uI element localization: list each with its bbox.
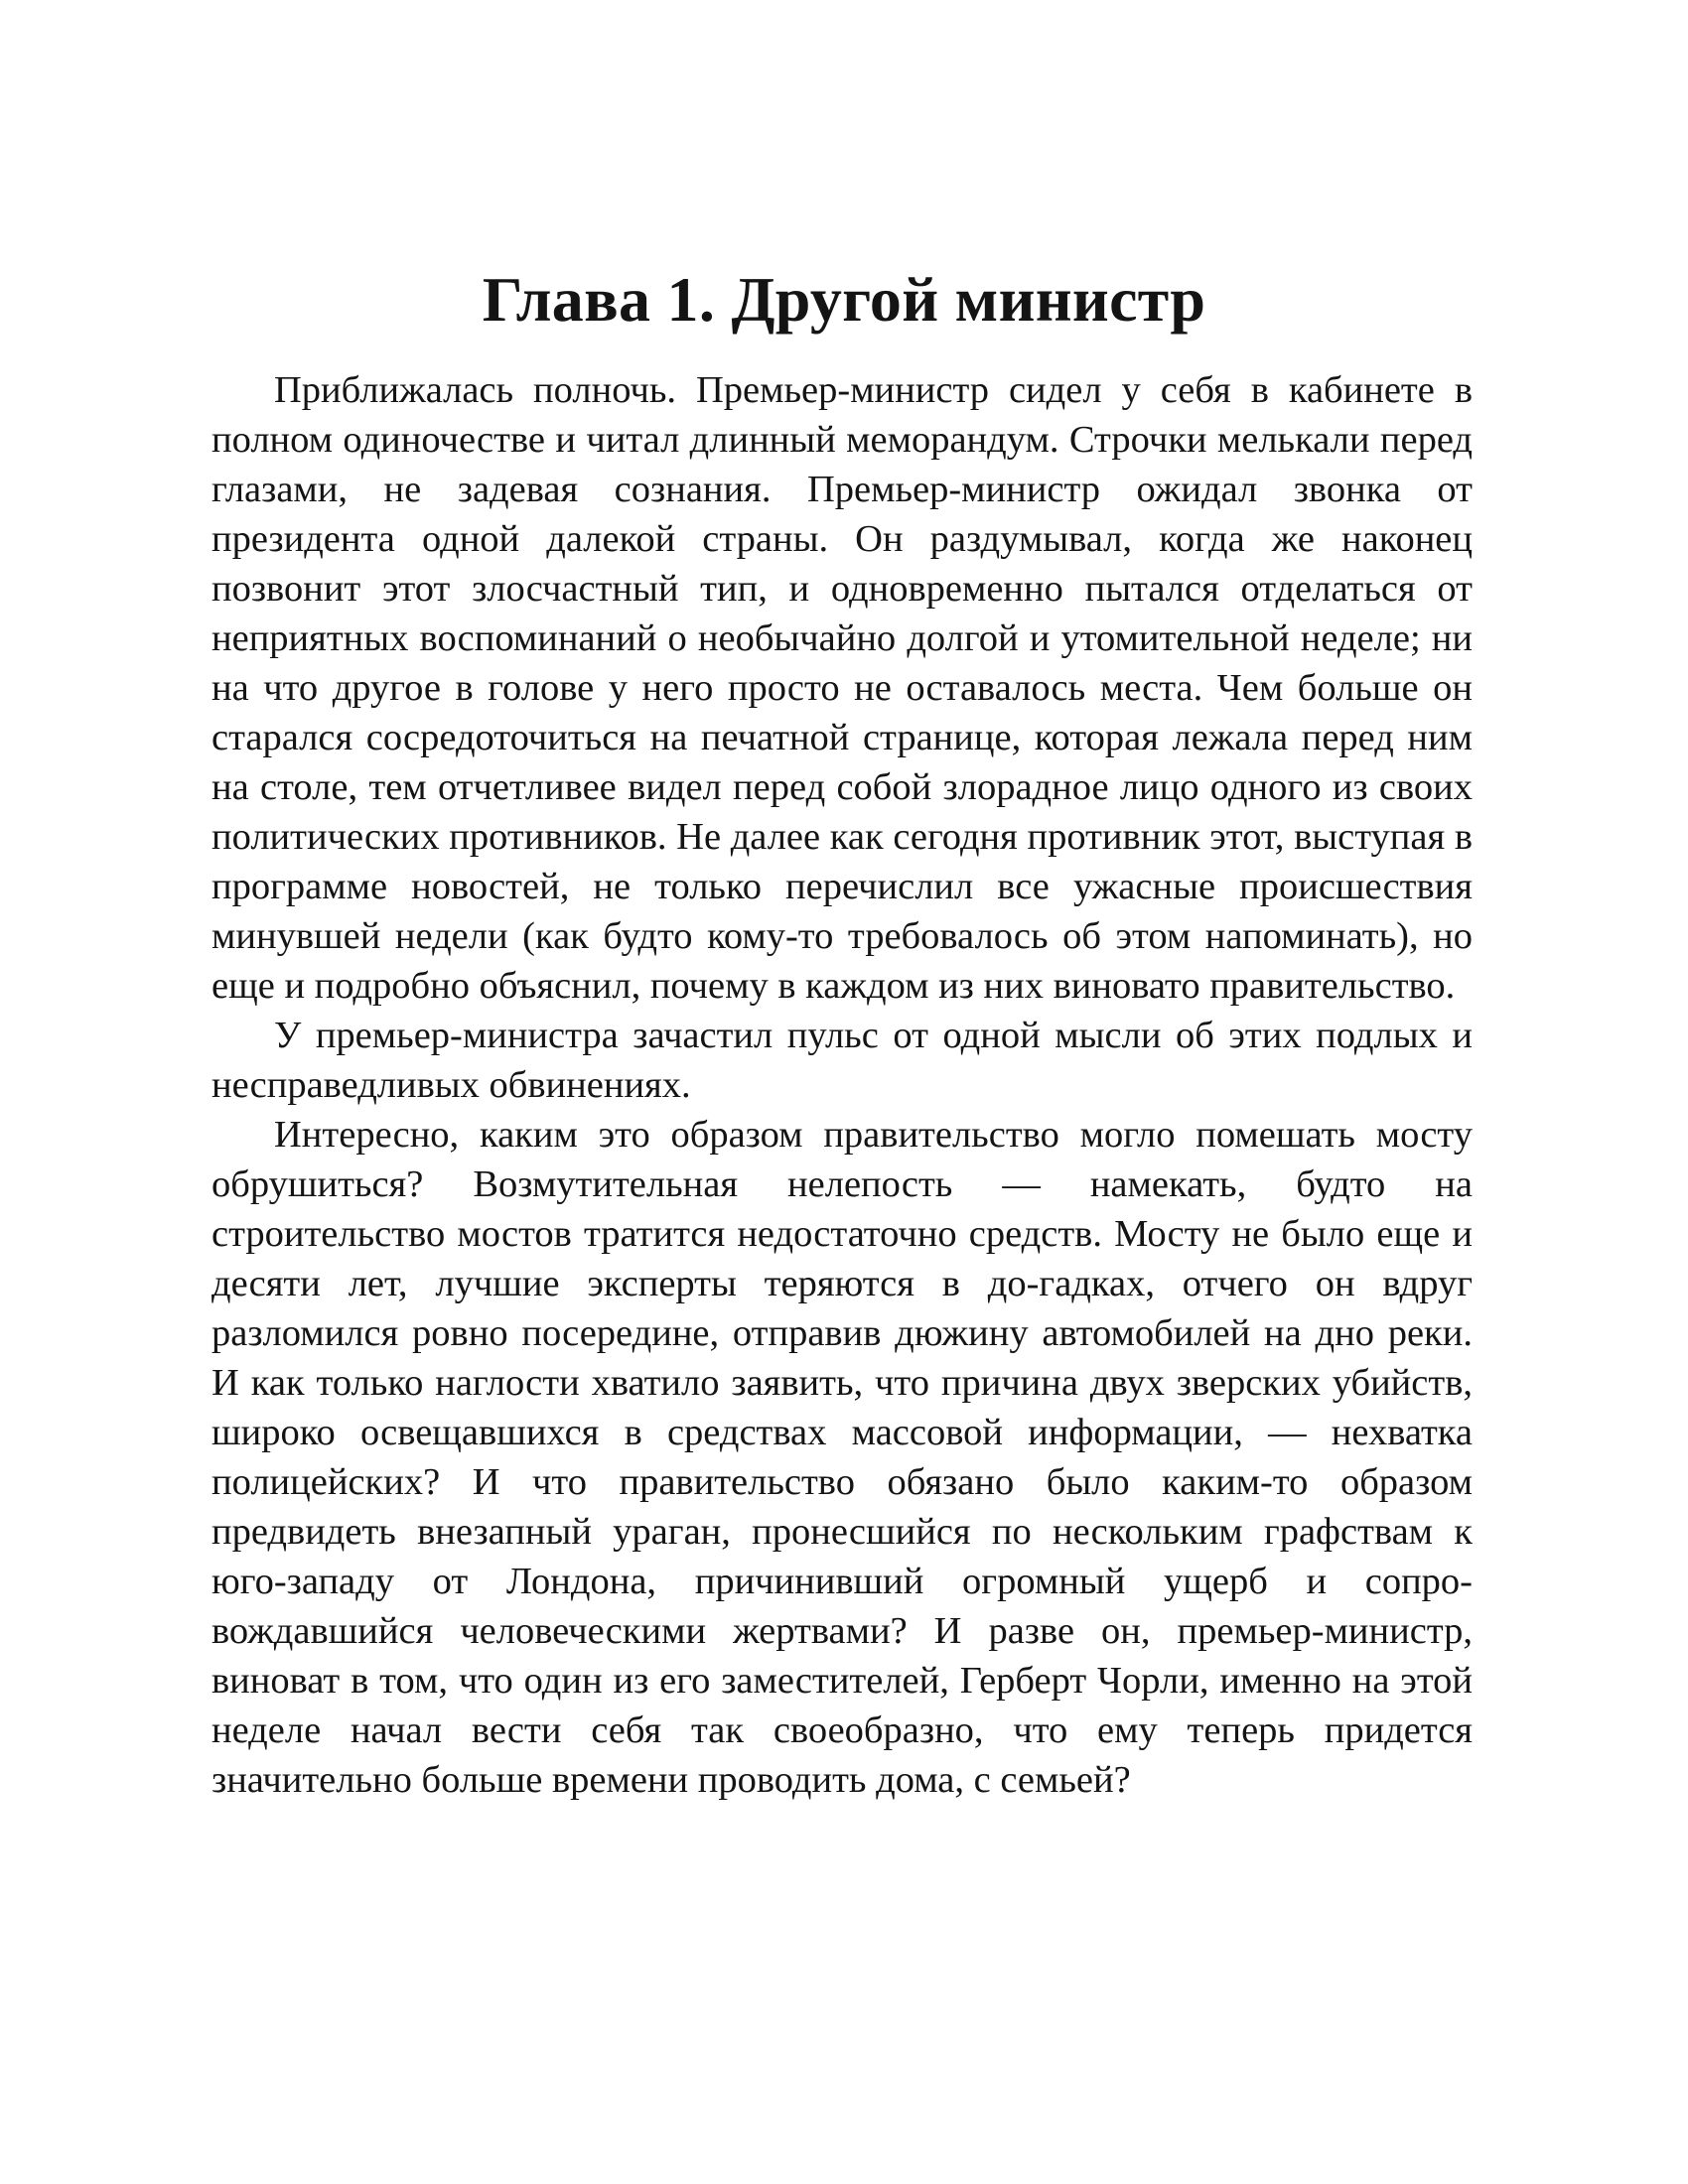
paragraph-2: У премьер-министра зачастил пульс от одной мысли об этих подлых и несправедливых обвинениях. xyxy=(211,1015,1473,1106)
paragraph-1: Приближалась полночь. Премьер-министр сидел у себя в кабинете в полном одиночестве и читал длинный меморандум. Строчки мелькали перед глазами, не задевая сознания. Премьер-министр ожидал звонка от президента одной далекой страны. Он раздумывал, когда же наконец позвонит этот злосчастный тип, и одновременно пытался отделаться от неприятных воспоминаний о необычайно долгой и утомительной неделе; ни на что другое в голове у него просто не оставалось места. Чем больше он старался сосредоточиться на печатной странице, которая лежала перед ним на столе, тем отчетливее видел перед собой злорадное лицо одного из своих политических противников. Не далее как сегодня противник этот, выступая в программе новостей, не только перечислил все ужасные происшествия минувшей недели (как будто кому-то требовалось об этом напоминать), но еще и подробно объяснил, почему в каждом из них виновато правительство. xyxy=(211,369,1473,1007)
chapter-title: Глава 1. Другой министр xyxy=(482,264,1206,335)
paragraph-3: Интересно, каким это образом правительство могло помешать мосту обрушиться? Возмутительная нелепость — намекать, будто на строительство мостов тратится недостаточно средств. Мосту не было еще и десяти лет, лучшие эксперты теряются в до-гадках, отчего он вдруг разломился ровно посередине, отправив дюжину автомобилей на дно реки. И как только наглости хватило заявить, что причина двух зверских убийств, широко освещавшихся в средствах массовой информации, — нехватка полицейских? И что правительство обязано было каким-то образом предвидеть внезапный ураган, пронесшийся по нескольким графствам к юго-западу от Лондона, причинивший огромный ущерб и сопро-вождавшийся человеческими жертвами? И разве он, премьер-министр, виноват в том, что один из его заместителей, Герберт Чорли, именно на этой неделе начал вести себя так своеобразно, что ему теперь придется значительно больше времени проводить дома, с семьей? xyxy=(211,1114,1473,1801)
chapter-body xyxy=(211,365,1473,1805)
